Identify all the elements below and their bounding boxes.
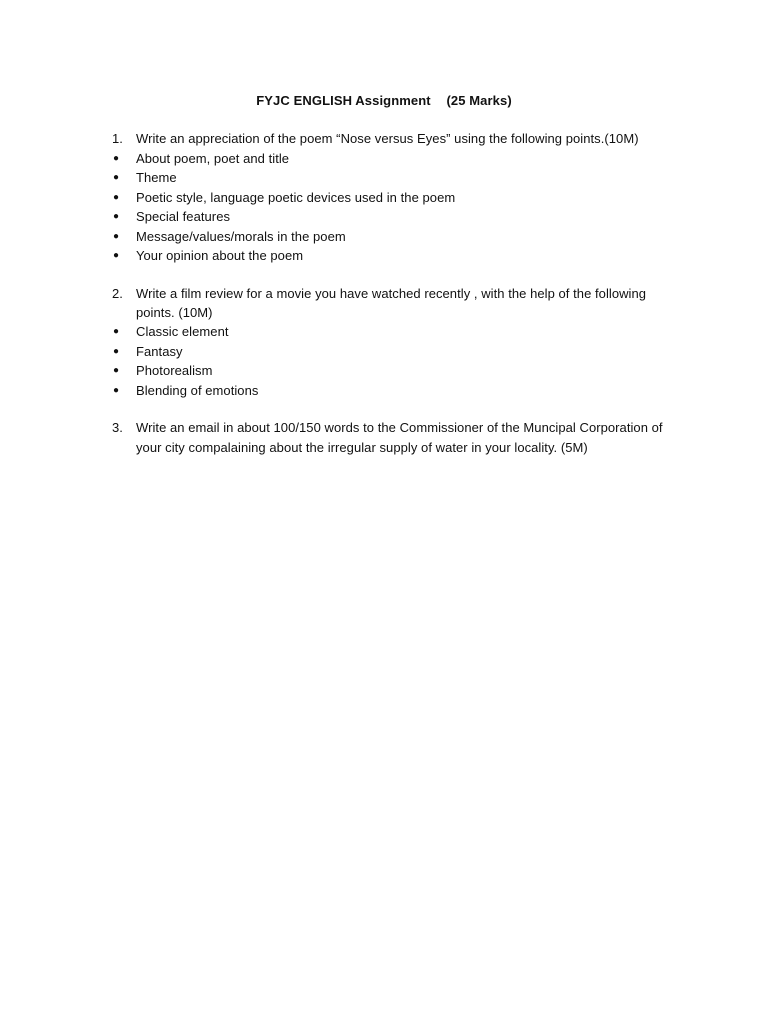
bullet-icon: ● bbox=[113, 153, 120, 164]
bullet-icon: ● bbox=[113, 250, 120, 261]
bullet-icon: ● bbox=[113, 365, 120, 376]
question-number: 2. bbox=[112, 286, 123, 301]
question-text: Write an email in about 100/150 words to the Commissioner of the Muncipal Corporation of bbox=[136, 420, 663, 435]
list-item: Special features bbox=[136, 209, 231, 224]
list-item: Your opinion about the poem bbox=[136, 248, 304, 263]
list-item: Blending of emotions bbox=[136, 383, 259, 398]
bullet-icon: ● bbox=[113, 385, 120, 396]
list-item: Theme bbox=[136, 170, 177, 185]
page-title bbox=[0, 93, 768, 108]
question-number: 3. bbox=[112, 420, 123, 435]
list-item: Classic element bbox=[136, 324, 229, 339]
assignment-title: FYJC ENGLISH Assignment bbox=[256, 93, 431, 108]
bullet-icon: ● bbox=[113, 326, 120, 337]
list-item: About poem, poet and title bbox=[136, 151, 290, 166]
list-item: Fantasy bbox=[136, 344, 183, 359]
list-item: Message/values/morals in the poem bbox=[136, 229, 346, 244]
question-text: points. (10M) bbox=[136, 305, 213, 320]
bullet-icon: ● bbox=[113, 172, 120, 183]
question-text: your city compalaining about the irregular supply of water in your locality. (5M) bbox=[136, 440, 588, 455]
bullet-icon: ● bbox=[113, 346, 120, 357]
bullet-icon: ● bbox=[113, 211, 120, 222]
list-item: Poetic style, language poetic devices used in the poem bbox=[136, 190, 456, 205]
question-text: Write an appreciation of the poem “Nose versus Eyes” using the following points.(10M) bbox=[136, 131, 639, 146]
bullet-icon: ● bbox=[113, 192, 120, 203]
question-number: 1. bbox=[112, 131, 123, 146]
total-marks: (25 Marks) bbox=[446, 93, 512, 108]
question-text: Write a film review for a movie you have watched recently , with the help of the following bbox=[136, 286, 647, 301]
bullet-icon: ● bbox=[113, 231, 120, 242]
list-item: Photorealism bbox=[136, 363, 213, 378]
